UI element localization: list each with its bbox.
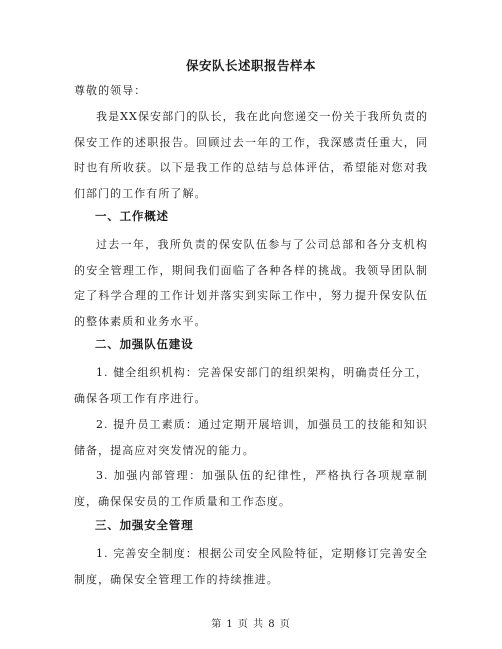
document-title: 保安队长述职报告样本 <box>185 58 316 73</box>
intro-paragraph: 我是XX保安部门的队长，我在此向您递交一份关于我所负责的保安工作的述职报告。回顾过去一年的工作，我深感责任重大，同时也有所收获。以下是我工作的总结与总体评估，希望能对您对我们部门的工作有所了解。 <box>74 110 428 200</box>
page-footer: 第 1 页 共 8 页 <box>211 619 291 630</box>
list-item: 1. 健全组织机构：完善保安部门的组织架构，明确责任分工，确保各项工作有序进行。 <box>74 366 428 405</box>
list-item: 2. 提升员工素质：通过定期开展培训，加强员工的技能和知识储备，提高应对突发情况的能力。 <box>74 418 428 457</box>
section-heading-overview: 一、工作概述 <box>95 209 169 223</box>
list-item: 3. 加强内部管理：加强队伍的纪律性，严格执行各项规章制度，确保保安员的工作质量和工作态度。 <box>74 469 428 508</box>
overview-paragraph: 过去一年，我所负责的保安队伍参与了公司总部和各分支机构的安全管理工作，期间我们面临了各种各样的挑战。我领导团队制定了科学合理的工作计划并落实到实际工作中，努力提升保安队伍的整体素质和业务水平。 <box>74 238 428 328</box>
greeting: 尊敬的领导： <box>74 84 147 97</box>
section-heading-safety-management: 三、加强安全管理 <box>95 518 194 532</box>
list-item: 1. 完善安全制度：根据公司安全风险特征，定期修订完善安全制度，确保安全管理工作的持续推进。 <box>74 547 428 586</box>
section-heading-team-building: 二、加强队伍建设 <box>95 337 194 351</box>
